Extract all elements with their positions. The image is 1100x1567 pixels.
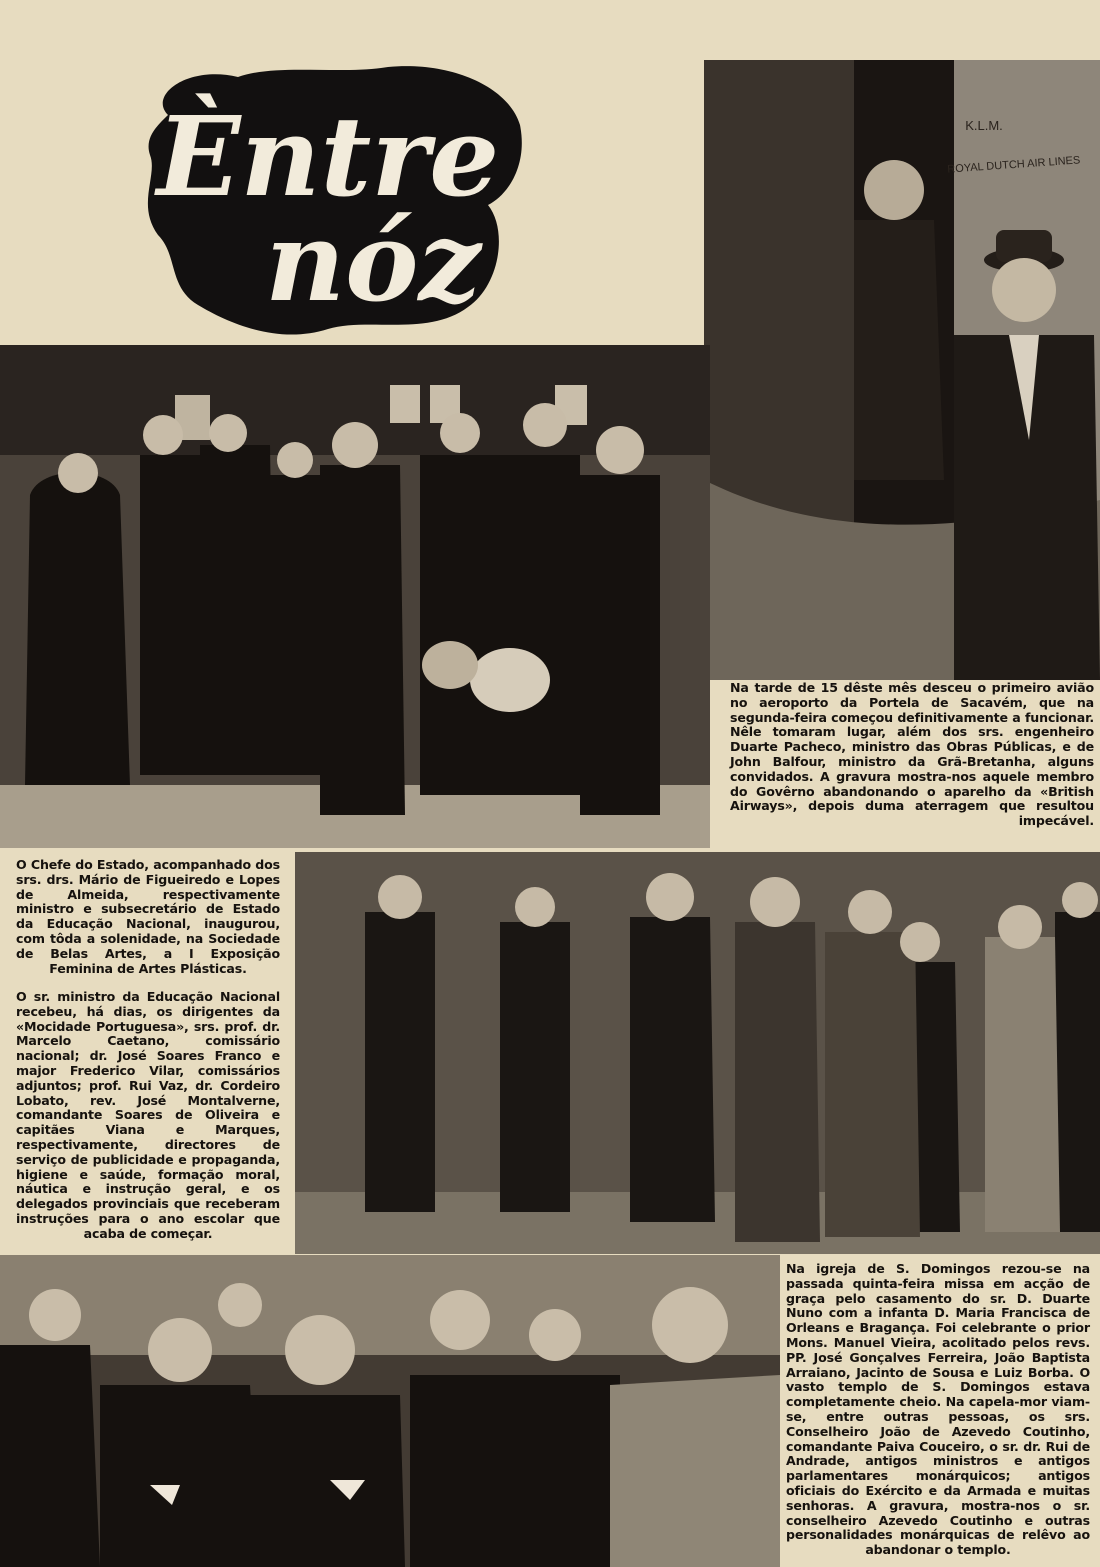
caption-exhibition: O Chefe do Estado, acompanhado dos srs. drs. Mário de Figueiredo e Lopes de Almeida, respectivamente ministro e subsecretário de Estado da Educação Nacional, inaugurou, com tôda a solenidade, na Sociedade de Belas Artes, a I Exposição Feminina de Artes Plásticas. — [16, 857, 280, 976]
airplane-marking-line1: K.L.M. — [965, 118, 1003, 133]
masthead-title-line2: nóz — [265, 197, 481, 326]
photo-youth-leaders — [295, 852, 1100, 1254]
airplane-marking-line2: ROYAL DUTCH AIR LINES — [946, 154, 1081, 176]
caption-youth-leaders: O sr. ministro da Educação Nacional recebeu, há dias, os dirigentes da «Mocidade Portuguesa», srs. prof. dr. Marcelo Caetano, comissário nacional; dr. José Soares Franco e major Frederico Vilar, comissários adjuntos; prof. Rui Vaz, dr. Cordeiro Lobato, rev. José Montalverne, comandante Soares de Oliveira e capitães Viana e Marques, respectivamente, directores de serviço de publicidade e propaganda, higiene e saúde, formação moral, náutica e instrução geral, e os delegados provinciais que receberam instruções para o ano escolar que acaba de começar. — [16, 989, 280, 1241]
photo-church-ceremony — [0, 1255, 780, 1567]
photo-church-art — [0, 1255, 780, 1567]
masthead-logo — [128, 55, 528, 345]
photo-airplane-art — [704, 60, 1100, 680]
photo-art-exhibition — [0, 345, 710, 848]
masthead-logo-art — [128, 55, 528, 345]
photo-airplane-arrival — [704, 60, 1100, 680]
caption-church: Na igreja de S. Domingos rezou-se na passada quinta-feira missa em acção de graça pelo casamento do sr. D. Duarte Nuno com a infanta D. Maria Francisca de Orleans e Bragança. Foi celebrante o prior Mons. Manuel Vieira, acolitado pelos revs. PP. José Gonçalves Ferreira, João Baptista Arraiano, Jacinto de Sousa e Luiz Borba. O vasto templo de S. Domingos estava completamente cheio. Na capela-mor viam-se, entre outras pessoas, os srs. Conselheiro João de Azevedo Coutinho, comandante Paiva Couceiro, o sr. dr. Rui de Andrade, antigos ministros e antigos parlamentares monárquicos; antigos oficiais do Exército e da Armada e muitas senhoras. A gravura, mostra-nos o sr. conselheiro Azevedo Coutinho e outras personalidades monárquicas de relêvo ao abandonar o templo. — [786, 1261, 1090, 1558]
photo-exhibition-art — [0, 345, 710, 848]
photo-youth-art — [295, 852, 1100, 1254]
caption-airplane: Na tarde de 15 dêste mês desceu o primeiro avião no aeroporto da Portela de Sacavém, que na segunda-feira começou definitivamente a funcionar. Nêle tomaram lugar, além dos srs. engenheiro Duarte Pacheco, ministro das Obras Públicas, e de John Balfour, ministro da Grã-Bretanha, alguns convidados. A gravura mostra-nos aquele membro do Govêrno abandonando o aparelho da «British Airways», depois duma aterragem que resultou impecável. — [722, 681, 1100, 829]
masthead-title-line1: Èntre — [156, 92, 500, 221]
